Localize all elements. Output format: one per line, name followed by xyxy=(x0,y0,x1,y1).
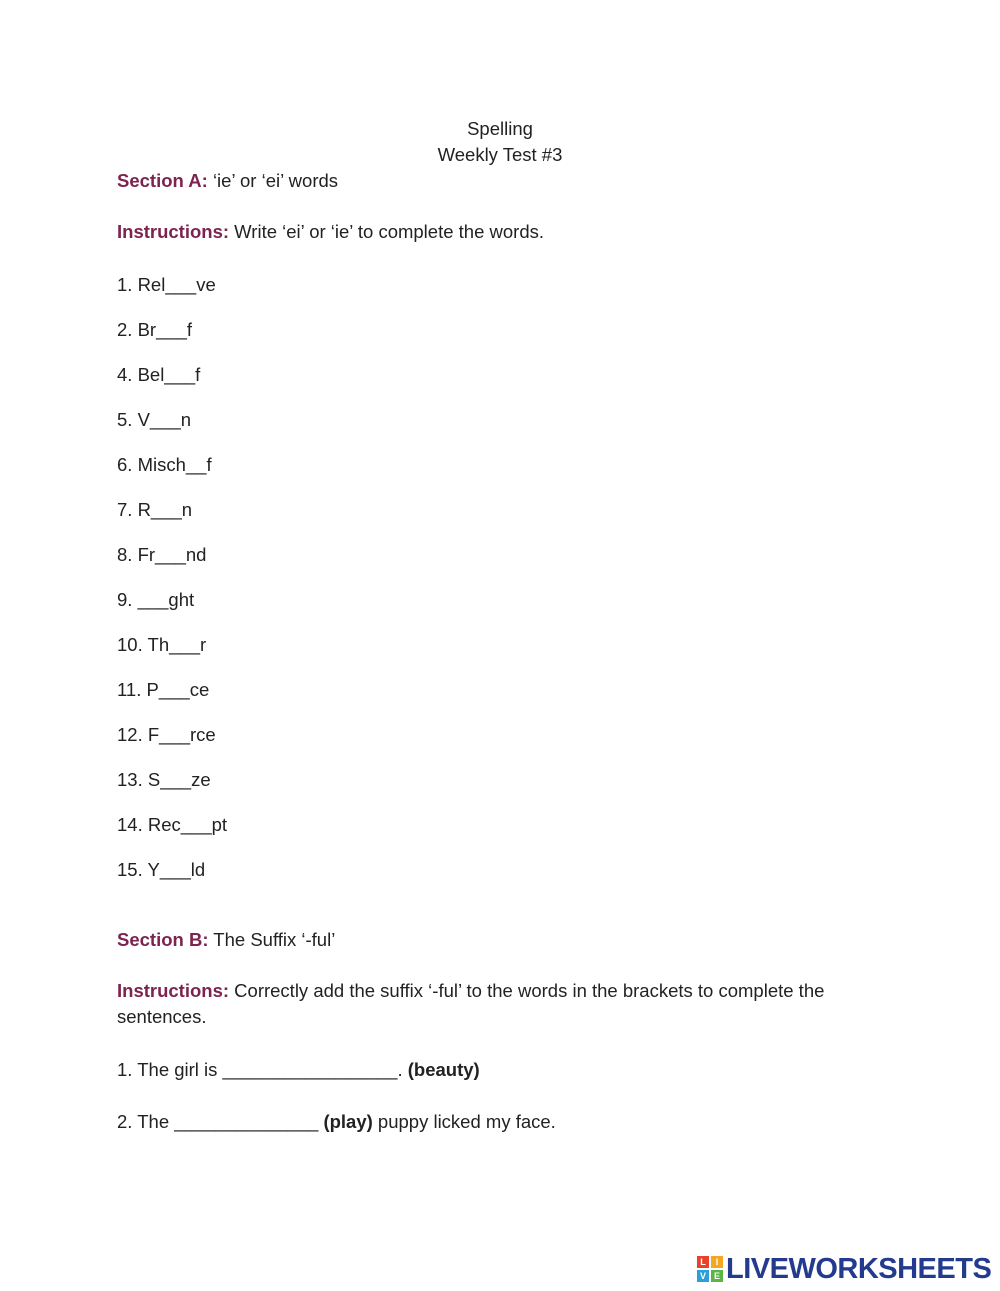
list-item: 10. Th___r xyxy=(117,634,207,655)
section-a-text: ‘ie’ or ‘ei’ words xyxy=(212,170,339,191)
liveworksheets-logo xyxy=(697,1254,991,1284)
section-a-heading xyxy=(117,170,338,192)
question-2-after: puppy licked my face. xyxy=(372,1111,556,1132)
section-b-text: The Suffix ‘-ful’ xyxy=(213,929,336,950)
logo-tile: V xyxy=(697,1270,709,1282)
instructions-text: Correctly add the suffix ‘-ful’ to the words in the brackets to complete the sentences. xyxy=(117,980,825,1027)
list-item: 9. ___ght xyxy=(117,589,195,610)
list-item: 11. P___ce xyxy=(117,679,210,700)
logo-tile: L xyxy=(697,1256,709,1268)
question-1-text: 1. The girl is _________________. xyxy=(117,1059,408,1080)
list-item: 14. Rec___pt xyxy=(117,814,228,835)
list-item: 2. Br___f xyxy=(117,319,193,340)
list-item: 5. V___n xyxy=(117,409,192,430)
question-1-word: (beauty) xyxy=(407,1059,480,1080)
list-item: 12. F___rce xyxy=(117,724,216,745)
instructions-label: Instructions: xyxy=(117,221,230,242)
logo-tile: E xyxy=(711,1270,723,1282)
question-1 xyxy=(117,1059,480,1081)
question-2 xyxy=(117,1111,556,1133)
logo-text: LIVEWORKSHEETS xyxy=(726,1252,992,1285)
section-b-heading xyxy=(117,929,335,951)
section-b-label: Section B: xyxy=(117,929,209,950)
list-item: 1. Rel___ve xyxy=(117,274,216,295)
instructions-text: Write ‘ei’ or ‘ie’ to complete the words. xyxy=(234,221,544,242)
list-item: 6. Misch__f xyxy=(117,454,212,475)
page-subtitle: Weekly Test #3 xyxy=(437,144,563,165)
list-item: 15. Y___ld xyxy=(117,859,206,880)
section-b-instructions xyxy=(117,978,887,1030)
logo-tile: I xyxy=(711,1256,723,1268)
list-item: 8. Fr___nd xyxy=(117,544,207,565)
instructions-label: Instructions: xyxy=(117,980,230,1001)
question-2-word: (play) xyxy=(323,1111,373,1132)
list-item: 13. S___ze xyxy=(117,769,211,790)
section-a-label: Section A: xyxy=(117,170,208,191)
question-2-before: 2. The ______________ xyxy=(117,1111,324,1132)
list-item: 4. Bel___f xyxy=(117,364,201,385)
list-item: 7. R___n xyxy=(117,499,193,520)
page-title: Spelling xyxy=(467,118,533,139)
logo-mark xyxy=(697,1256,723,1282)
section-a-instructions xyxy=(117,221,544,243)
